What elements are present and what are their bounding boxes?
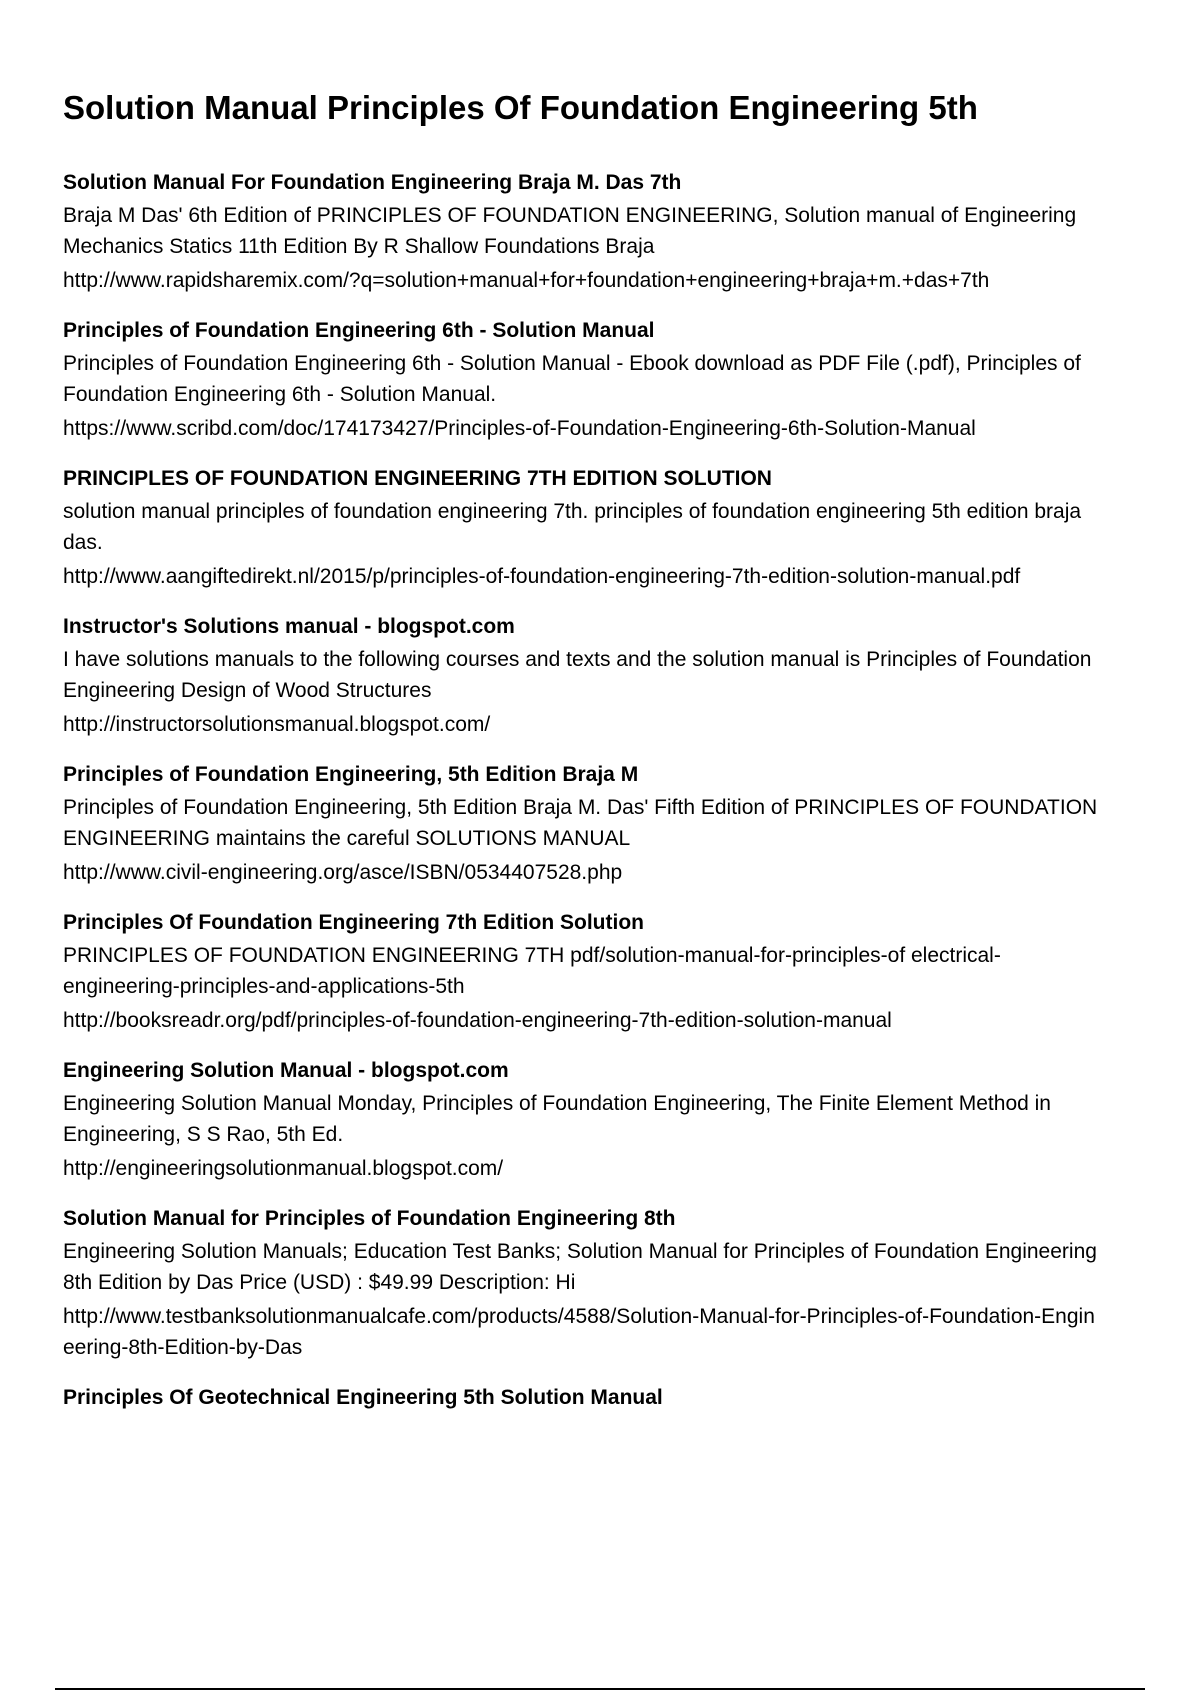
entry-description: Engineering Solution Manuals; Education Test Banks; Solution Manual for Principles of Foundation Engineering 8th Edition by Das Price (USD) : $49.99 Description: Hi: [63, 1240, 1097, 1294]
entry-description: Principles of Foundation Engineering 6th - Solution Manual - Ebook download as PDF File (.pdf), Principles of Foundation Engineering 6th - Solution Manual.: [63, 352, 1081, 406]
list-item: [63, 317, 1098, 444]
list-item: [63, 1057, 1098, 1184]
entry-url[interactable]: http://www.civil-engineering.org/asce/ISBN/0534407528.php: [63, 861, 623, 884]
entry-list: [63, 169, 1098, 1433]
entry-title: Principles of Foundation Engineering 6th - Solution Manual: [63, 319, 655, 342]
entry-description: Engineering Solution Manual Monday, Principles of Foundation Engineering, The Finite Element Method in Engineering, S S Rao, 5th Ed.: [63, 1092, 1051, 1146]
entry-title: Principles Of Foundation Engineering 7th Edition Solution: [63, 911, 644, 934]
list-item: [63, 169, 1098, 296]
list-item: [63, 465, 1098, 592]
document-title: Solution Manual Principles Of Foundation Engineering 5th: [63, 89, 978, 126]
list-item: [63, 761, 1098, 888]
entry-description: I have solutions manuals to the following courses and texts and the solution manual is Principles of Foundation Engineering Design of Wood Structures: [63, 648, 1092, 702]
list-item: [63, 613, 1098, 740]
entry-description: PRINCIPLES OF FOUNDATION ENGINEERING 7TH pdf/solution-manual-for-principles-of electrical-engineering-principles-and-applications-5th: [63, 944, 1001, 998]
entry-description: Braja M Das' 6th Edition of PRINCIPLES OF FOUNDATION ENGINEERING, Solution manual of Engineering Mechanics Statics 11th Edition By R Shallow Foundations Braja: [63, 204, 1077, 258]
entry-description: Principles of Foundation Engineering, 5th Edition Braja M. Das' Fifth Edition of PRINCIPLES OF FOUNDATION ENGINEERING maintains the careful SOLUTIONS MANUAL: [63, 796, 1098, 850]
entry-title: Instructor's Solutions manual - blogspot.com: [63, 615, 515, 638]
page-bottom-divider: [55, 1688, 1145, 1690]
entry-description: solution manual principles of foundation engineering 7th. principles of foundation engineering 5th edition braja das.: [63, 500, 1082, 554]
entry-url[interactable]: http://instructorsolutionsmanual.blogspot.com/: [63, 713, 491, 736]
entry-title: Principles Of Geotechnical Engineering 5th Solution Manual: [63, 1386, 663, 1409]
entry-title: Engineering Solution Manual - blogspot.com: [63, 1059, 509, 1082]
entry-url[interactable]: http://booksreadr.org/pdf/principles-of-foundation-engineering-7th-edition-solution-manual: [63, 1009, 892, 1032]
list-item: [63, 909, 1098, 1036]
list-item: [63, 1384, 1098, 1412]
list-item: [63, 1205, 1098, 1363]
entry-url[interactable]: http://www.rapidsharemix.com/?q=solution+manual+for+foundation+engineering+braja+m.+das+7th: [63, 269, 990, 292]
entry-url[interactable]: https://www.scribd.com/doc/174173427/Principles-of-Foundation-Engineering-6th-Solution-Manual: [63, 417, 976, 440]
entry-url[interactable]: http://www.aangiftedirekt.nl/2015/p/principles-of-foundation-engineering-7th-edition-solution-manual.pdf: [63, 565, 1021, 588]
entry-title: Solution Manual for Principles of Foundation Engineering 8th: [63, 1207, 676, 1230]
entry-title: Principles of Foundation Engineering, 5th Edition Braja M: [63, 763, 639, 786]
entry-url[interactable]: http://engineeringsolutionmanual.blogspot.com/: [63, 1157, 504, 1180]
entry-url[interactable]: http://www.testbanksolutionmanualcafe.com/products/4588/Solution-Manual-for-Principles-of-Foundation-Engineering-8th-Edition-by-Das: [63, 1305, 1095, 1359]
entry-title: PRINCIPLES OF FOUNDATION ENGINEERING 7TH EDITION SOLUTION: [63, 467, 772, 490]
entry-title: Solution Manual For Foundation Engineering Braja M. Das 7th: [63, 171, 682, 194]
